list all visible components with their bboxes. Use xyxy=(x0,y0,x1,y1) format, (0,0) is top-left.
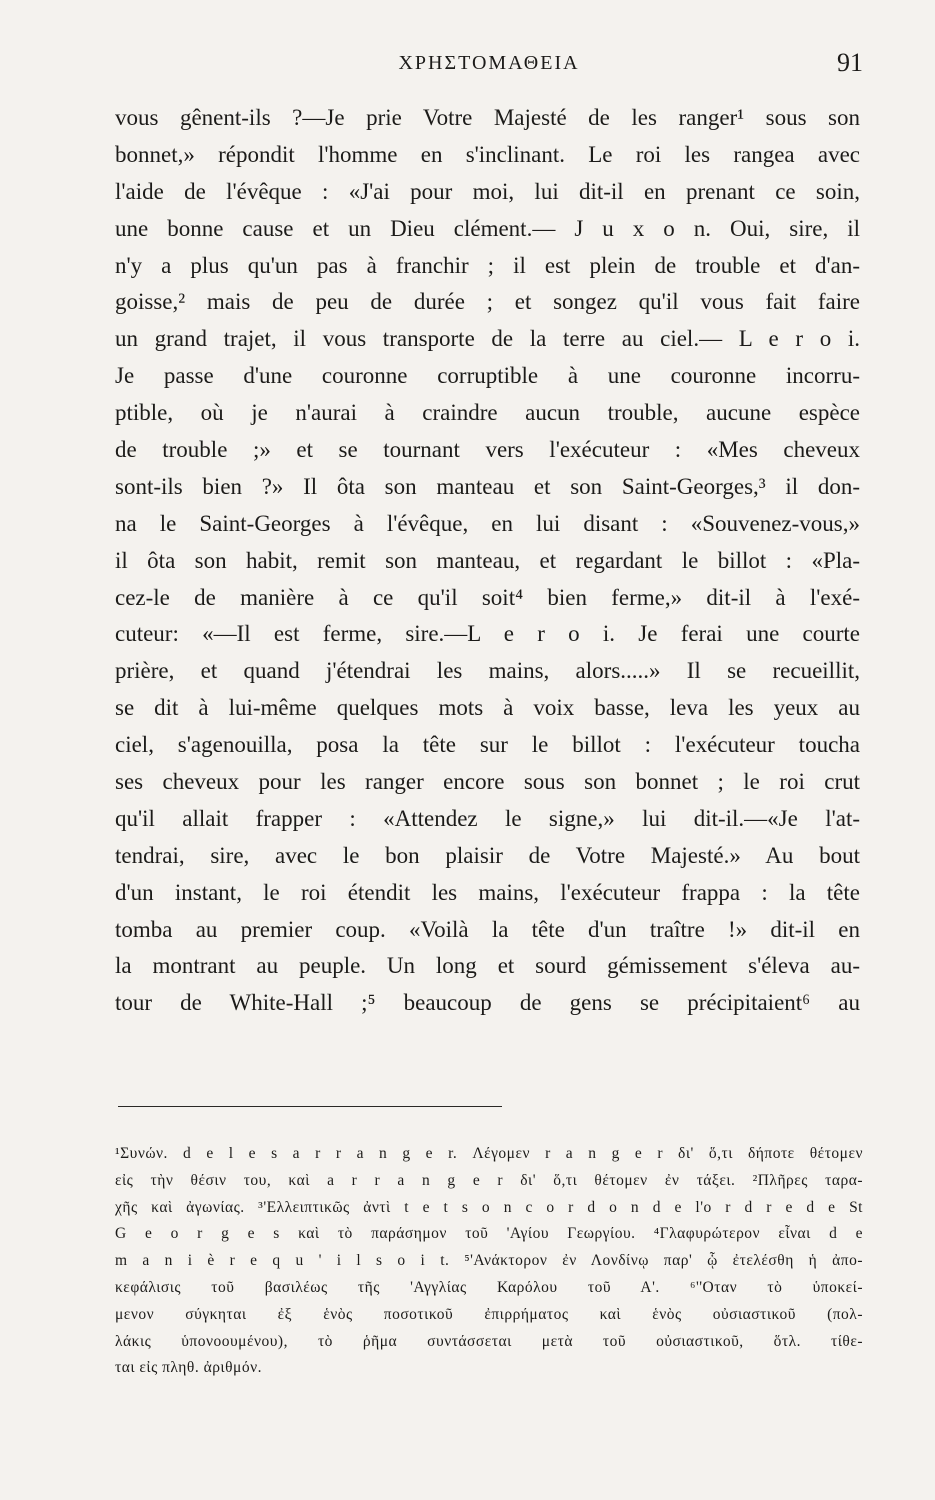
text-line: tendrai, sire, avec le bon plaisir de Votre Majesté.» Au bout xyxy=(115,842,860,868)
text-line: qu'il allait frapper : «Attendez le signe,» lui dit-il.—«Je l'at- xyxy=(115,805,860,831)
footnote-line: m a n i è r e q u ' i l s o i t. ⁵'Ανάκτορον ἐν Λονδίνῳ παρ' ᾧ ἐτελέσθη ἡ ἀπο- xyxy=(115,1252,863,1270)
page-header xyxy=(115,48,863,84)
text-line: Je passe d'une couronne corruptible à une couronne incorru- xyxy=(115,363,860,389)
text-line: se dit à lui-même quelques mots à voix basse, leva les yeux au xyxy=(115,695,860,721)
text-line: ciel, s'agenouilla, posa la tête sur le billot : l'exécuteur toucha xyxy=(115,732,860,758)
footnote-line: εἰς τὴν θέσιν του, καὶ a r r a n g e r δι' ὅ,τι θέτομεν ἐν τάξει. ²Πλῆρες ταρα- xyxy=(115,1171,863,1189)
footnote-divider xyxy=(118,1106,502,1107)
running-title: ΧΡΗΣΤΟΜΑΘΕΙΑ xyxy=(398,52,580,74)
footnotes xyxy=(115,1141,863,1382)
text-line: cez-le de manière à ce qu'il soit⁴ bien ferme,» dit-il à l'exé- xyxy=(115,584,860,610)
text-line: goisse,² mais de peu de durée ; et songez qu'il vous fait faire xyxy=(115,289,860,315)
text-line: tomba au premier coup. «Voilà la tête d'un traître !» dit-il en xyxy=(115,916,860,942)
footnote-line: ται εἰς πληθ. ἀριθμόν. xyxy=(115,1359,262,1377)
text-line: na le Saint-Georges à l'évêque, en lui disant : «Souvenez-vous,» xyxy=(115,510,860,536)
text-line: un grand trajet, il vous transporte de la terre au ciel.— L e r o i. xyxy=(115,326,860,352)
text-line: prière, et quand j'étendrai les mains, alors.....» Il se recueillit, xyxy=(115,658,860,684)
text-line: d'un instant, le roi étendit les mains, l'exécuteur frappa : la tête xyxy=(115,879,860,905)
text-line: il ôta son habit, remit son manteau, et regardant le billot : «Pla- xyxy=(115,547,860,573)
footnote-line: μενον σύγκηται ἐξ ἑνὸς ποσοτικοῦ ἐπιρρήματος καὶ ἑνὸς οὐσιαστικοῦ (πολ- xyxy=(115,1305,863,1323)
footnote-line: κεφάλισις τοῦ βασιλέως τῆς 'Αγγλίας Καρόλου τοῦ Α'. ⁶''Οταν τὸ ὑποκεί- xyxy=(115,1278,863,1296)
page-number: 91 xyxy=(837,48,863,77)
text-line: une bonne cause et un Dieu clément.— J u x o n. Oui, sire, il xyxy=(115,215,860,241)
text-line: la montrant au peuple. Un long et sourd gémissement s'éleva au- xyxy=(115,953,860,979)
text-line: sont-ils bien ?» Il ôta son manteau et son Saint-Georges,³ il don- xyxy=(115,473,860,499)
text-line: vous gênent-ils ?—Je prie Votre Majesté de les ranger¹ sous son xyxy=(115,105,860,130)
text-line: tour de White-Hall ;⁵ beaucoup de gens se précipitaient⁶ au xyxy=(115,990,860,1016)
footnote-line: ¹Συνών. d e l e s a r r a n g e r. Λέγομεν r a n g e r δι' ὅ,τι δήποτε θέτομεν xyxy=(115,1145,863,1162)
text-line: n'y a plus qu'un pas à franchir ; il est plein de trouble et d'an- xyxy=(115,252,860,278)
text-line: cuteur: «—Il est ferme, sire.—L e r o i. Je ferai une courte xyxy=(115,621,860,647)
footnote-line: G e o r g e s καὶ τὸ παράσημον τοῦ 'Αγίου Γεωργίου. ⁴Γλαφυρώτερον εἶναι d e xyxy=(115,1225,863,1243)
footnote-line: χῆς καὶ ἀγωνίας. ³'Ελλειπτικῶς ἀντὶ t e t s o n c o r d o n d e l'o r d r e d e St xyxy=(115,1198,863,1216)
text-line: ses cheveux pour les ranger encore sous son bonnet ; le roi crut xyxy=(115,769,860,795)
body-text xyxy=(115,100,860,1022)
text-line: ptible, où je n'aurai à craindre aucun trouble, aucune espèce xyxy=(115,400,860,426)
footnote-line: λάκις ὑπονοουμένου), τὸ ῥῆμα συντάσσεται μετὰ τοῦ οὐσιαστικοῦ, ὅτλ. τίθε- xyxy=(115,1332,863,1350)
text-line: bonnet,» répondit l'homme en s'inclinant. Le roi les rangea avec xyxy=(115,141,860,167)
text-line: l'aide de l'évêque : «J'ai pour moi, lui dit-il en prenant ce soin, xyxy=(115,178,860,204)
text-line: de trouble ;» et se tournant vers l'exécuteur : «Mes cheveux xyxy=(115,437,860,463)
